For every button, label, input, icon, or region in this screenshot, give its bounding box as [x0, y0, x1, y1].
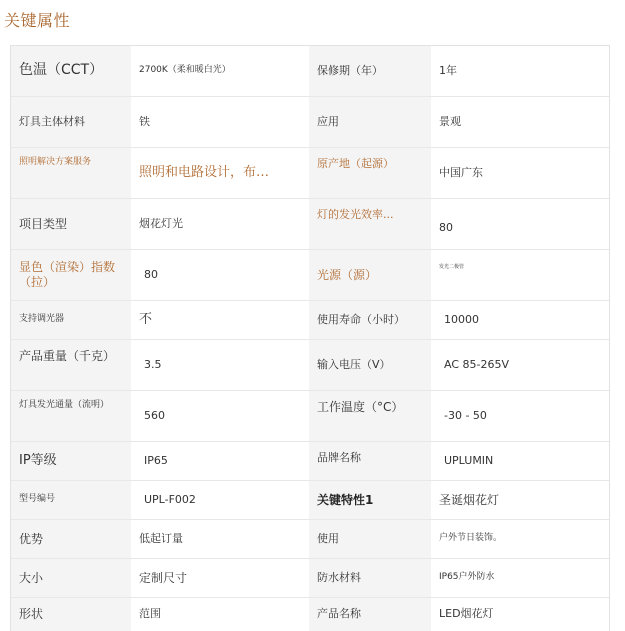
- attribute-name: 应用: [309, 97, 431, 147]
- attribute-value: 560: [131, 391, 309, 441]
- attribute-value: AC 85-265V: [431, 340, 609, 390]
- table-row: [11, 520, 609, 559]
- key-attributes-table: [10, 45, 610, 631]
- attribute-name: 色温（CCT）: [11, 46, 131, 96]
- attribute-value: IP65: [131, 442, 309, 480]
- attribute-value: 景观: [431, 97, 609, 147]
- attribute-name: 防水材料: [309, 559, 431, 597]
- table-row: [11, 199, 609, 250]
- attribute-name: 工作温度（°C）: [309, 391, 431, 441]
- attribute-name: 优势: [11, 520, 131, 558]
- attribute-value: 2700K（柔和暖白光）: [131, 46, 309, 96]
- attribute-name: IP等级: [11, 442, 131, 480]
- table-row: [11, 148, 609, 199]
- attribute-value: LED烟花灯: [431, 598, 609, 631]
- table-row: [11, 442, 609, 481]
- attribute-name: 灯的发光效率...: [309, 199, 431, 249]
- attribute-value: 10000: [431, 301, 609, 339]
- attribute-name: 产品名称: [309, 598, 431, 631]
- attribute-name: 产品重量（千克）: [11, 340, 131, 390]
- attribute-value: IP65户外防水: [431, 559, 609, 597]
- attribute-name: 光源（源）: [309, 250, 431, 300]
- table-row: [11, 46, 609, 97]
- attribute-name: 型号编号: [11, 481, 131, 519]
- attribute-value: 圣诞烟花灯: [431, 481, 609, 519]
- attribute-value: 1年: [431, 46, 609, 96]
- attribute-name: 使用: [309, 520, 431, 558]
- attribute-name: 支持调光器: [11, 301, 131, 339]
- attribute-name: 显色（渲染）指数（拉）: [11, 250, 131, 300]
- table-row: [11, 340, 609, 391]
- table-row: [11, 559, 609, 598]
- attribute-value: 不: [131, 301, 309, 339]
- attribute-name: 项目类型: [11, 199, 131, 249]
- attribute-name: 品牌名称: [309, 442, 431, 480]
- attribute-value: 照明和电路设计，布…: [131, 148, 309, 198]
- attribute-name: 灯具发光通量（流明）: [11, 391, 131, 441]
- attribute-value: 3.5: [131, 340, 309, 390]
- attribute-name: 保修期（年）: [309, 46, 431, 96]
- attribute-name: 输入电压（V）: [309, 340, 431, 390]
- section-title: 关键属性: [4, 11, 71, 30]
- attribute-value: -30 - 50: [431, 391, 609, 441]
- attribute-value: 中国广东: [431, 148, 609, 198]
- attribute-name: 大小: [11, 559, 131, 597]
- attribute-value: 发光二极管: [431, 250, 609, 300]
- attribute-value: 定制尺寸: [131, 559, 309, 597]
- table-row: [11, 301, 609, 340]
- attribute-value: 范围: [131, 598, 309, 631]
- attribute-value: 户外节日装饰。: [431, 520, 609, 558]
- attribute-value: 低起订量: [131, 520, 309, 558]
- attribute-name: 形状: [11, 598, 131, 631]
- attribute-value: 80: [431, 199, 609, 249]
- table-row: [11, 481, 609, 520]
- table-row: [11, 97, 609, 148]
- table-row: [11, 598, 609, 631]
- attribute-value: 80: [131, 250, 309, 300]
- table-row: [11, 391, 609, 442]
- attribute-name: 使用寿命（小时）: [309, 301, 431, 339]
- attribute-name: 照明解决方案服务: [11, 148, 131, 198]
- attribute-value: 烟花灯光: [131, 199, 309, 249]
- attribute-name: 原产地（起源）: [309, 148, 431, 198]
- attribute-value: 铁: [131, 97, 309, 147]
- attribute-name: 灯具主体材料: [11, 97, 131, 147]
- table-row: [11, 250, 609, 301]
- attribute-value: UPLUMIN: [431, 442, 609, 480]
- attribute-name: 关键特性1: [309, 481, 431, 519]
- attribute-value: UPL-F002: [131, 481, 309, 519]
